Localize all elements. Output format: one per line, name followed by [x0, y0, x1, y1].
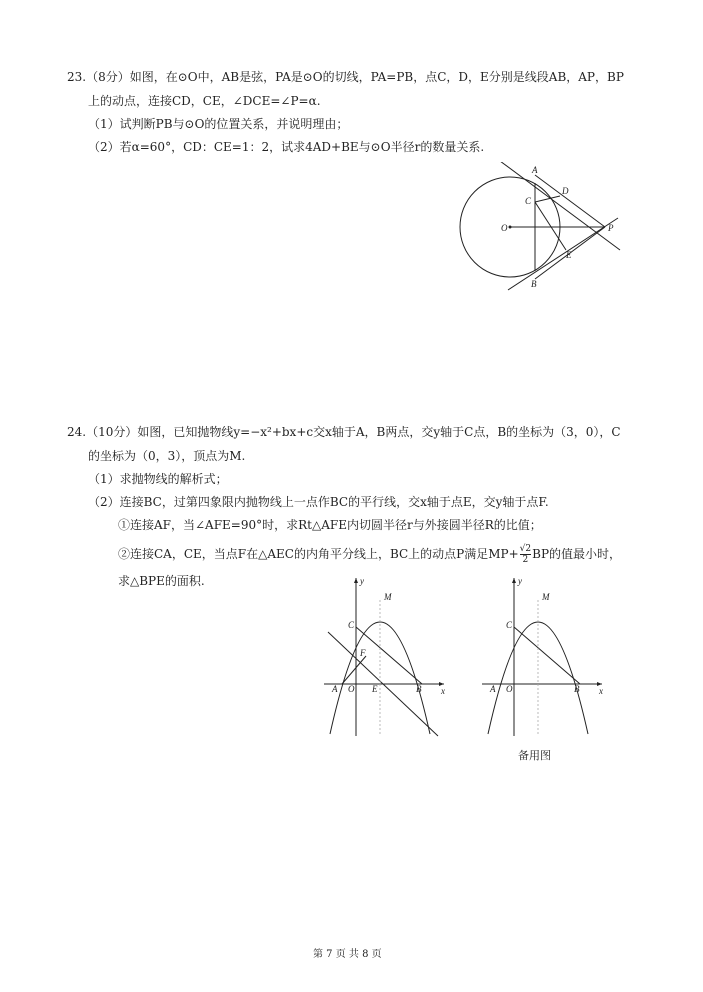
label-a: A [332, 684, 338, 694]
label-o: O [501, 223, 508, 233]
line-bc [356, 627, 422, 684]
label-e: E [372, 684, 378, 694]
label-c: C [348, 620, 355, 630]
label-m: M [384, 592, 392, 602]
q24-sub2-text-b: BP的值最小时， [532, 547, 622, 561]
label-e: E [566, 250, 572, 260]
label-a: A [532, 165, 538, 175]
line-af [342, 656, 366, 684]
label-b: B [574, 684, 580, 694]
q23-part-1: （1）试判断PB与⊙O的位置关系，并说明理由； [88, 117, 349, 131]
q24-part-2-sub-2 [118, 544, 621, 565]
label-m: M [542, 592, 550, 602]
label-x: x [599, 686, 603, 696]
figure-2-caption: 备用图 [518, 749, 551, 762]
line-bc [514, 627, 580, 684]
label-o: O [348, 684, 355, 694]
label-y: y [518, 576, 522, 586]
label-d: D [562, 186, 569, 196]
q24-line-2: 的坐标为（0，3），顶点为M. [88, 449, 246, 463]
label-b: B [416, 684, 422, 694]
segment-cd [535, 196, 560, 202]
fraction [520, 544, 531, 565]
q23-line-2: 上的动点，连接CD，CE，∠DCE=∠P=α. [88, 94, 321, 108]
segment-ce [535, 202, 566, 250]
q23-circle-figure [458, 162, 638, 292]
label-c: C [525, 196, 532, 206]
label-b: B [531, 279, 537, 289]
fraction-denominator: 2 [522, 555, 529, 565]
label-x: x [441, 686, 445, 696]
label-o: O [506, 684, 513, 694]
fraction-numerator: √2 [519, 544, 532, 554]
tangent-pb-ext [508, 218, 618, 290]
q23-line-1: 23.（8分）如图，在⊙O中，AB是弦，PA是⊙O的切线，PA=PB，点C，D，E分别是线段AB，AP，BP [67, 70, 624, 84]
label-c: C [506, 620, 513, 630]
tangent-pa [500, 162, 620, 250]
q24-sub2-text-a: ②连接CA，CE，当点F在△AEC的内角平分线上，BC上的动点P满足MP+ [118, 547, 519, 561]
segment-pa [535, 175, 605, 227]
q24-part-2: （2）连接BC，过第四象限内抛物线上一点作BC的平行线，交x轴于点E，交y轴于点F. [88, 495, 549, 509]
q24-part-2-sub-2-cont: 求△BPE的面积. [118, 574, 205, 588]
q24-part-1: （1）求抛物线的解析式； [88, 472, 228, 486]
q24-line-1: 24.（10分）如图，已知抛物线y=−x²+bx+c交x轴于A，B两点，交y轴于C点，B的坐标为（3，0），C [67, 425, 621, 439]
q24-part-2-sub-1: ①连接AF，当∠AFE=90°时，求Rt△AFE内切圆半径r与外接圆半径R的比值； [118, 518, 542, 532]
label-f: F [360, 648, 366, 658]
q24-parabola-figure-1 [320, 572, 450, 742]
page-number: 第 7 页 共 8 页 [313, 949, 382, 960]
label-p: P [608, 223, 614, 233]
q24-parabola-figure-2 [478, 572, 608, 742]
q23-part-2: （2）若α=60°，CD：CE=1：2，试求4AD+BE与⊙O半径r的数量关系. [88, 140, 485, 154]
label-y: y [360, 576, 364, 586]
label-a: A [490, 684, 496, 694]
